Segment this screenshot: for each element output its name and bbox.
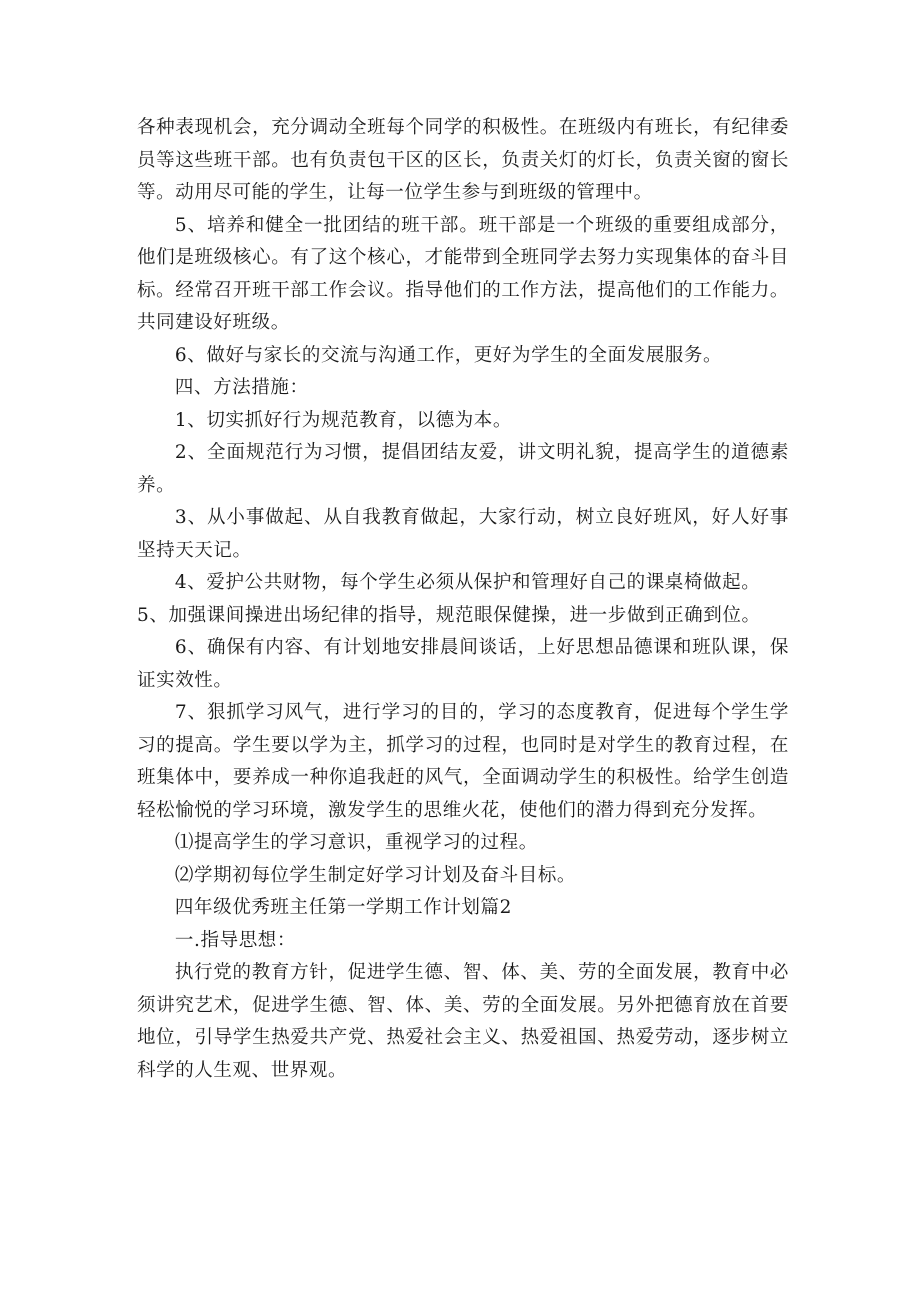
paragraph-1: 各种表现机会，充分调动全班每个同学的积极性。在班级内有班长，有纪律委员等这些班干部。也有负责包干区的区长，负责关灯的灯长，负责关窗的窗长等。动用尽可能的学生，让每一位学生参与到班级的管理中。 <box>137 117 789 203</box>
paragraph-16: 执行党的教育方针，促进学生德、智、体、美、劳的全面发展，教育中必须讲究艺术，促进学生德、智、体、美、劳的全面发展。另外把德育放在首要地位，引导学生热爱共产党、热爱社会主义、热爱祖国、热爱劳动，逐步树立科学的人生观、世界观。 <box>137 962 789 1081</box>
paragraph-2: 5、培养和健全一批团结的班干部。班干部是一个班级的重要组成部分，他们是班级核心。有了这个核心，才能带到全班同学去努力实现集体的奋斗目标。经常召开班干部工作会议。指导他们的工作方法，提高他们的工作能力。共同建设好班级。 <box>137 214 789 333</box>
paragraph-9: 5、加强课间操进出场纪律的指导，规范眼保健操，进一步做到正确到位。 <box>137 604 761 626</box>
paragraph-11: 7、狠抓学习风气，进行学习的目的，学习的态度教育，促进每个学生学习的提高。学生要以学为主，抓学习的过程，也同时是对学生的教育过程，在班集体中，要养成一种你追我赶的风气，全面调动学生的积极性。给学生创造轻松愉悦的学习环境，激发学生的思维火花，使他们的潜力得到充分发挥。 <box>137 702 789 821</box>
paragraph-12: ⑴提高学生的学习意识，重视学习的过程。 <box>174 832 538 853</box>
paragraph-8: 4、爱护公共财物，每个学生必须从保护和管理好自己的课桌椅做起。 <box>174 572 761 593</box>
paragraph-7: 3、从小事做起、从自我教育做起，大家行动，树立良好班风，好人好事坚持天天记。 <box>137 507 789 561</box>
section-heading-methods: 四、方法措施： <box>174 377 309 398</box>
paragraph-10: 6、确保有内容、有计划地安排晨间谈话，上好思想品德课和班队课，保证实效性。 <box>137 637 789 691</box>
paragraph-13: ⑵学期初每位学生制定好学习计划及奋斗目标。 <box>174 864 577 886</box>
paragraph-5: 1、切实抓好行为规范教育，以德为本。 <box>174 409 512 431</box>
section-heading-guiding-thought: 一.指导思想： <box>174 929 297 951</box>
paragraph-6: 2、全面规范行为习惯，提倡团结友爱，讲文明礼貌，提高学生的道德素养。 <box>137 442 789 496</box>
paragraph-3: 6、做好与家长的交流与沟通工作，更好为学生的全面发展服务。 <box>174 344 723 366</box>
document-page <box>137 112 789 1087</box>
section-title-plan-2: 四年级优秀班主任第一学期工作计划篇2 <box>174 897 512 918</box>
